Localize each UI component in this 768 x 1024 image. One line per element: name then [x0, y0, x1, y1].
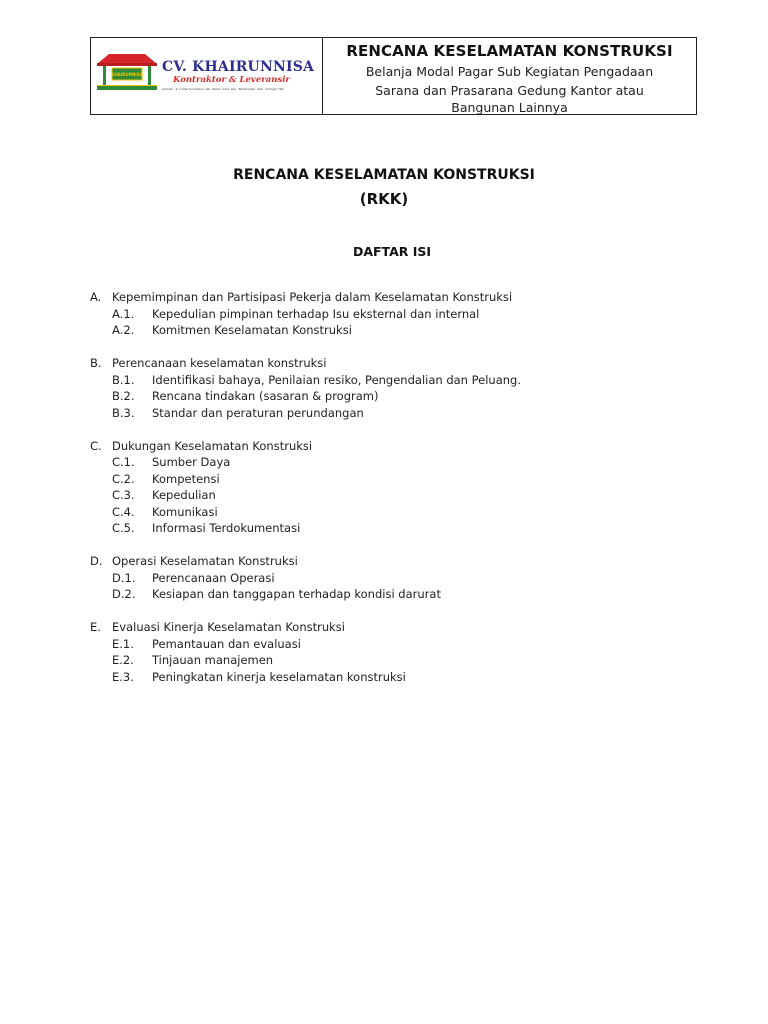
- toc-item-code: B.1.: [112, 372, 135, 387]
- document-title-line2: (RKK): [359, 190, 409, 208]
- toc-item-title: Peningkatan kinerja keselamatan konstruksi: [152, 669, 406, 684]
- toc-item-title: Informasi Terdokumentasi: [152, 521, 301, 535]
- toc-item-title: Pemantauan dan evaluasi: [152, 636, 301, 651]
- toc-section-letter: C.: [90, 438, 102, 453]
- toc-section-letter: A.: [90, 290, 102, 304]
- company-logo: [91, 38, 323, 114]
- toc-section-title: Kepemimpinan dan Partisipasi Pekerja dalam Keselamatan Konstruksi: [112, 290, 513, 304]
- document-title: [0, 163, 768, 211]
- toc-item-title: Kesiapan dan tanggapan terhadap kondisi darurat: [152, 587, 441, 601]
- toc-item-title: Kompetensi: [152, 471, 220, 486]
- toc-item: [90, 322, 710, 339]
- company-address: Alamat : Jl. Lintas Sumatera, Kel. Pekan Arba, Kec. Tembilahan, Kab. Indragiri Hilir: [162, 87, 285, 91]
- toc-section-letter: D.: [90, 554, 103, 568]
- toc-item-title: Rencana tindakan (sasaran & program): [152, 389, 379, 403]
- toc-item: [90, 636, 710, 653]
- toc-item-code: C.2.: [112, 471, 135, 486]
- toc-item: [90, 652, 710, 669]
- toc-item-title: Identifikasi bahaya, Penilaian resiko, Pengendalian dan Peluang.: [152, 372, 521, 387]
- header-subtitle-line1: Belanja Modal Pagar Sub Kegiatan Pengadaan: [365, 64, 654, 79]
- document-header: [90, 37, 697, 115]
- header-subtitle-line2: Sarana dan Prasarana Gedung Kantor atau: [375, 83, 644, 98]
- toc-item-code: B.2.: [112, 389, 135, 403]
- toc-item: [90, 306, 710, 323]
- toc-item-title: Komitmen Keselamatan Konstruksi: [152, 323, 352, 337]
- svg-text:KHAIRUNNISA: KHAIRUNNISA: [111, 72, 143, 77]
- toc-item-title: Kepedulian: [152, 488, 216, 502]
- document-title-line1: RENCANA KESELAMATAN KONSTRUKSI: [233, 167, 535, 183]
- toc-item-title: Komunikasi: [152, 504, 218, 519]
- toc-item-code: A.2.: [112, 323, 135, 337]
- company-tagline: Kontraktor & Leveransir: [173, 75, 290, 85]
- toc-item: [90, 487, 710, 504]
- house-logo-icon: [95, 52, 159, 92]
- toc-section-title: Dukungan Keselamatan Konstruksi: [112, 438, 313, 453]
- toc-item-title: Perencanaan Operasi: [152, 570, 275, 585]
- toc-section-letter: B.: [90, 356, 102, 370]
- toc-item: [90, 372, 710, 389]
- toc-item: [90, 405, 710, 422]
- toc-item-code: E.2.: [112, 653, 134, 667]
- toc-item-code: C.1.: [112, 455, 135, 469]
- toc-item-title: Standar dan peraturan perundangan: [152, 405, 364, 420]
- toc-section: [90, 553, 710, 603]
- toc-section-title: Operasi Keselamatan Konstruksi: [112, 554, 298, 568]
- table-of-contents: [90, 289, 710, 702]
- toc-section-row: [90, 619, 710, 636]
- header-subtitle-line3: Bangunan Lainnya: [451, 100, 568, 115]
- toc-section: [90, 619, 710, 685]
- toc-item-code: E.3.: [112, 669, 134, 684]
- toc-section-row: [90, 355, 710, 372]
- toc-item: [90, 586, 710, 603]
- company-name: CV. KHAIRUNNISA: [162, 59, 315, 75]
- toc-item-title: Kepedulian pimpinan terhadap Isu eksternal dan internal: [152, 306, 480, 321]
- toc-item-code: D.1.: [112, 570, 136, 585]
- toc-item-code: C.4.: [112, 504, 135, 519]
- toc-item-code: E.1.: [112, 636, 134, 651]
- toc-item-code: C.3.: [112, 488, 135, 502]
- toc-item-title: Tinjauan manajemen: [152, 653, 274, 667]
- toc-item: [90, 570, 710, 587]
- header-title: RENCANA KESELAMATAN KONSTRUKSI: [346, 42, 673, 60]
- toc-heading: DAFTAR ISI: [352, 244, 432, 259]
- toc-section: [90, 355, 710, 421]
- toc-item: [90, 520, 710, 537]
- toc-item-code: D.2.: [112, 587, 136, 601]
- toc-item-title: Sumber Daya: [152, 455, 231, 469]
- toc-section: [90, 438, 710, 537]
- toc-item-code: C.5.: [112, 521, 135, 535]
- toc-item: [90, 504, 710, 521]
- toc-item: [90, 471, 710, 488]
- toc-item-code: B.3.: [112, 405, 135, 420]
- toc-section-row: [90, 438, 710, 455]
- toc-section: [90, 289, 710, 339]
- toc-section-row: [90, 553, 710, 570]
- toc-section-title: Evaluasi Kinerja Keselamatan Konstruksi: [112, 620, 345, 634]
- header-title-block: [323, 38, 696, 114]
- toc-item: [90, 669, 710, 686]
- toc-item-code: A.1.: [112, 306, 135, 321]
- toc-item: [90, 454, 710, 471]
- toc-section-title: Perencanaan keselamatan konstruksi: [112, 356, 327, 370]
- toc-section-letter: E.: [90, 620, 101, 634]
- toc-section-row: [90, 289, 710, 306]
- toc-item: [90, 388, 710, 405]
